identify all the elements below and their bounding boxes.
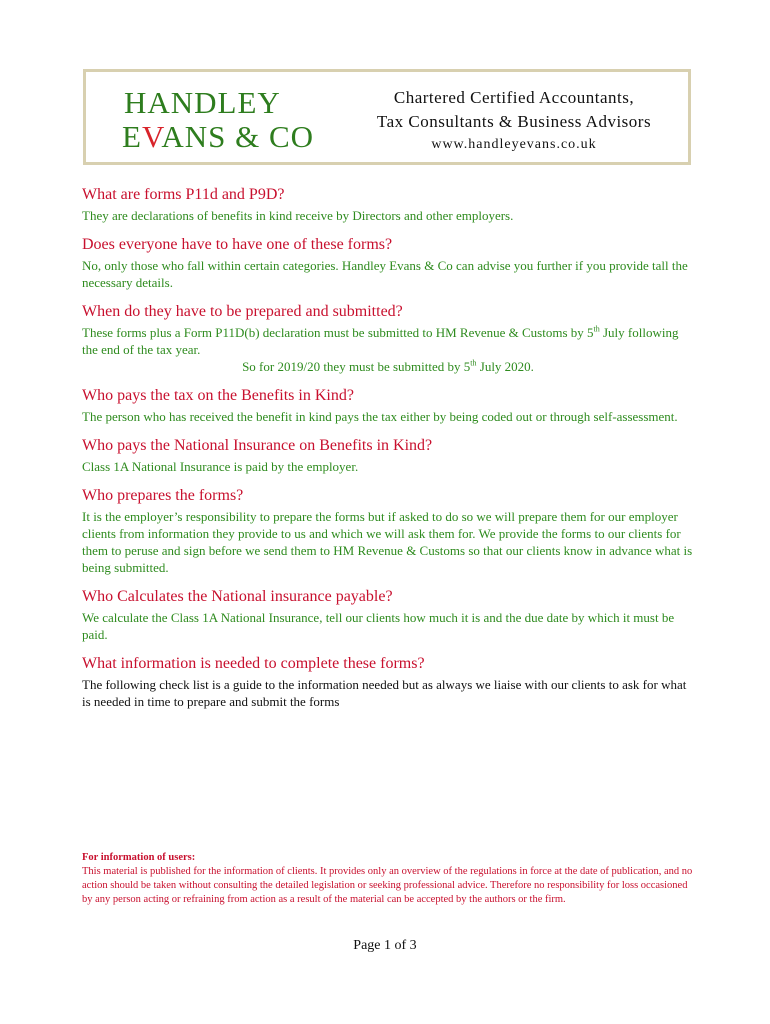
disclaimer-heading: For information of users: xyxy=(82,852,196,863)
company-logo xyxy=(112,84,332,154)
section-heading: Who pays the National Insurance on Benefits in Kind? xyxy=(82,437,433,454)
section-text: The following check list is a guide to the information needed but as always we liaise with our clients to ask for what is needed in time to prepare and submit the forms xyxy=(82,677,687,709)
section-text: They are declarations of benefits in kind receive by Directors and other employers. xyxy=(82,208,514,223)
section-heading: What information is needed to complete these forms? xyxy=(82,655,425,672)
tagline-line-1: Chartered Certified Accountants, xyxy=(393,88,635,107)
section-text xyxy=(82,324,694,375)
deadline-example xyxy=(82,358,694,375)
page-number: Page 1 of 3 xyxy=(353,938,417,953)
letterhead xyxy=(83,69,691,165)
section-heading: When do they have to be prepared and submitted? xyxy=(82,303,403,320)
deadline-text: These forms plus a Form P11D(b) declaration must be submitted to HM Revenue & Customs by 5 xyxy=(82,325,594,340)
section-text: Class 1A National Insurance is paid by the employer. xyxy=(82,459,359,474)
logo-ans-co: ANS & CO xyxy=(161,119,315,154)
example-text-end: July 2020. xyxy=(476,359,534,374)
section-heading: What are forms P11d and P9D? xyxy=(82,186,285,203)
section-everyone xyxy=(82,234,694,291)
deadline-text-end: July following the end of the tax year. xyxy=(82,325,679,357)
tagline-line-2: Tax Consultants & Business Advisors xyxy=(376,112,652,131)
logo-line-1: HANDLEY xyxy=(124,85,281,120)
section-heading: Does everyone have to have one of these forms? xyxy=(82,236,393,253)
document-body xyxy=(82,184,694,720)
section-text: We calculate the Class 1A National Insurance, tell our clients how much it is and the due date by which it must be paid. xyxy=(82,610,675,642)
example-text: So for 2019/20 they must be submitted by 5 xyxy=(242,359,471,374)
section-text: It is the employer’s responsibility to prepare the forms but if asked to do so we will prepare them for our employer clients from information they provide to us and which we will ask them for. We provide the forms to our clients for them to peruse and sign before we send them to HM Revenue & Customs so that our clients know in advance what is being submitted. xyxy=(82,509,693,575)
ordinal-suffix: th xyxy=(470,358,477,368)
section-text: The person who has received the benefit in kind pays the tax either by being coded out or through self-assessment. xyxy=(82,409,678,424)
section-tax xyxy=(82,385,694,425)
firm-tagline xyxy=(344,86,684,156)
section-text: No, only those who fall within certain categories. Handley Evans & Co can advise you further if you provide tall the necessary details. xyxy=(82,258,688,290)
section-prepares xyxy=(82,485,694,576)
section-heading: Who prepares the forms? xyxy=(82,487,244,504)
section-deadline xyxy=(82,301,694,375)
section-heading: Who Calculates the National insurance payable? xyxy=(82,588,393,605)
logo-e: E xyxy=(122,119,142,154)
section-calculates xyxy=(82,586,694,643)
website-url[interactable]: www.handleyevans.co.uk xyxy=(431,137,597,152)
disclaimer xyxy=(82,851,694,907)
section-p11d xyxy=(82,184,694,224)
section-ni xyxy=(82,435,694,475)
section-heading: Who pays the tax on the Benefits in Kind? xyxy=(82,387,354,404)
section-information xyxy=(82,653,694,710)
ordinal-suffix: th xyxy=(593,324,600,334)
disclaimer-body: This material is published for the information of clients. It provides only an overview of the regulations in force at the date of publication, and no action should be taken without consulting the detailed legislation or seeking professional advice. Therefore no responsibility for loss occasioned by any person acting or refraining from action as a result of the material can be accepted by the authors or the firm. xyxy=(82,866,693,905)
logo-check-mark: V xyxy=(141,119,162,154)
logo-line-2 xyxy=(122,120,314,154)
